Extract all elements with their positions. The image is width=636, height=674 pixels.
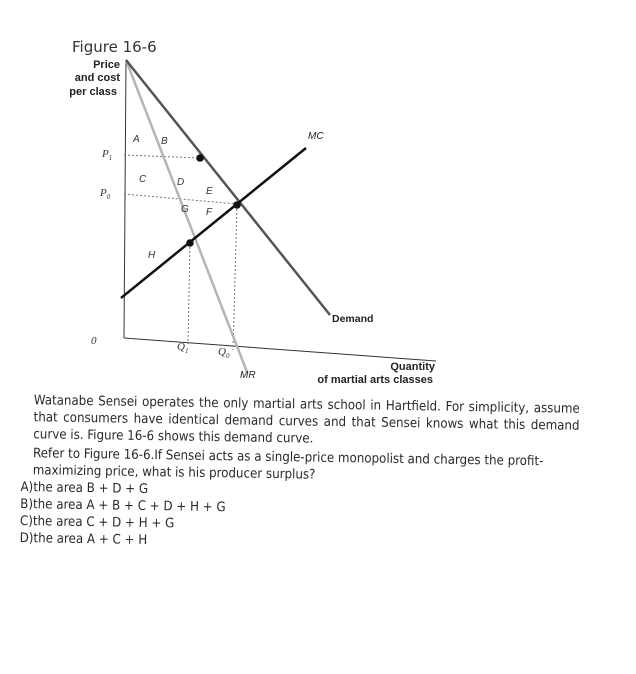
area-d-label: D xyxy=(177,177,185,188)
mr-mc-intersection xyxy=(186,239,194,247)
q0-guide-line xyxy=(233,205,237,350)
area-b-label: B xyxy=(161,136,168,147)
q1-label: $Q_1$ xyxy=(177,341,189,355)
question-text-block xyxy=(18,392,580,556)
p1-label: $P_1$ xyxy=(102,148,113,162)
area-h-label: H xyxy=(148,250,156,261)
option-c-letter: C) xyxy=(19,514,34,530)
demand-label: Demand xyxy=(332,313,374,325)
area-e-label: E xyxy=(206,186,213,197)
mr-label: MR xyxy=(240,370,256,381)
y-axis-label-line2: and cost xyxy=(74,72,120,84)
area-g-label: G xyxy=(181,204,189,215)
p0-label: $P_0$ xyxy=(100,187,111,201)
mr-curve xyxy=(126,60,247,372)
figure-title: Figure 16-6 xyxy=(72,38,157,56)
q1-guide-line xyxy=(188,243,190,344)
origin-label: 0 xyxy=(91,335,97,347)
monopoly-point xyxy=(196,154,204,162)
option-a-text: the area B + D + G xyxy=(33,480,149,498)
option-d-text: the area A + C + H xyxy=(33,531,148,549)
area-c-label: C xyxy=(139,174,147,185)
x-axis xyxy=(124,338,436,361)
option-d-letter: D) xyxy=(19,531,34,547)
option-b-letter: B) xyxy=(20,497,34,513)
y-axis-label-line1: Price xyxy=(93,59,120,71)
competitive-point xyxy=(233,201,241,209)
q0-label: $Q_0$ xyxy=(218,346,230,360)
area-a-label: A xyxy=(133,134,140,145)
option-a-letter: A) xyxy=(20,480,34,496)
mc-label: MC xyxy=(308,131,324,142)
x-axis-label-line2: of martial arts classes xyxy=(317,374,433,386)
question-prompt: Refer to Figure 16-6.If Sensei acts as a single-price monopolist and charges the profit-maximizing price, what is his producer surplus? xyxy=(32,446,544,483)
x-axis-label-line1: Quantity xyxy=(390,361,435,373)
option-b-text: the area A + B + C + D + H + G xyxy=(32,497,226,516)
question-stem: Watanabe Sensei operates the only martial arts school in Hartfield. For simplicity, assume that consumers have identical demand curves and that Sensei knows what this demand curve is. Figure 16-6 shows this demand curve. xyxy=(33,393,580,447)
demand-curve xyxy=(126,60,330,315)
option-c-text: the area C + D + H + G xyxy=(32,514,175,532)
area-f-label: F xyxy=(206,207,213,218)
y-axis-label-line3: per class xyxy=(69,86,117,98)
